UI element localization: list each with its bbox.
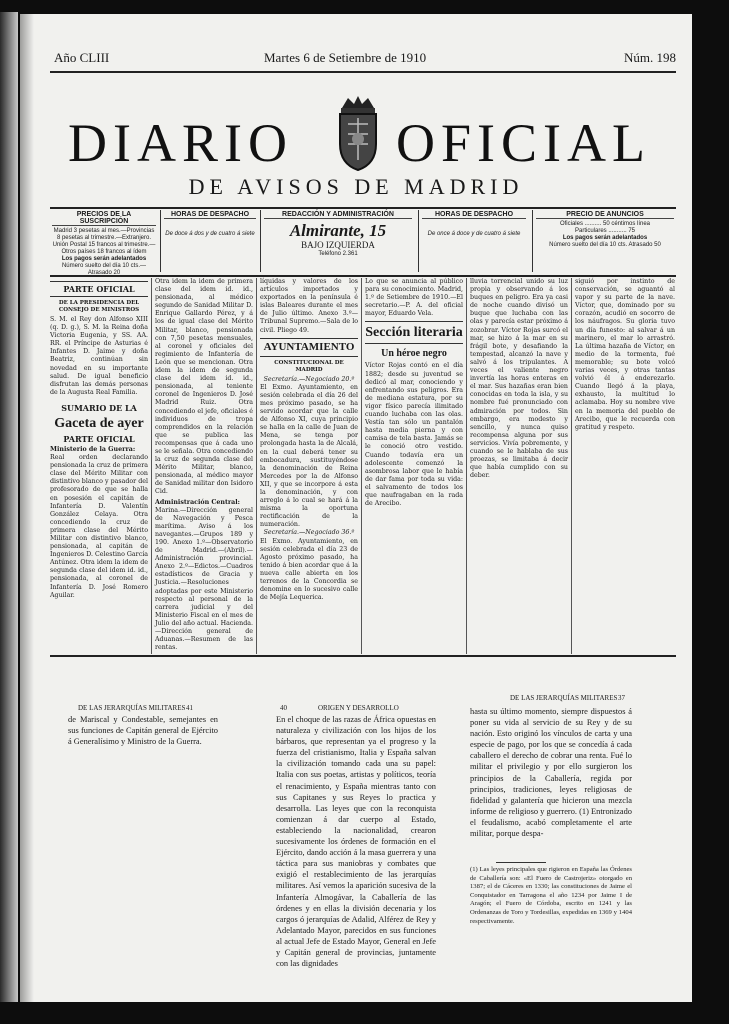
right-page-header: DE LAS JERARQUÍAS MILITARES — [510, 694, 618, 702]
administration-heading: REDACCIÓN Y ADMINISTRACIÓN — [264, 211, 412, 219]
column-divider — [256, 278, 257, 654]
council-intro: líquidas y valores de los artículos importados y exportados en la península é islas Baleares durante el mes de Julio último. Anexo 3.º—Tribunal Supremo.—Sala de lo civil. Pliego 49. — [260, 278, 358, 334]
left-page-number: 41 — [186, 704, 193, 712]
middle-page-body: En el choque de las razas de África opuestas en naturaleza y civilización con los hijos de los bárbaros, que representan ya el progreso y la fuerza del cristianismo, Italia y España salvan la civilización tomando cada una su papel: Italia con sus poetas, artistas y políticos, teoría el renacimiento, y España mientras tanto con sus Capitanes y sus Reyes lo practica y desarrolla. Las leyes que con la reconquista comienzan á dar cuerpo al Estado, estableciendo la nacionalidad, crearon sucesivamente los órdenes de formación en el Ejército, dando acción á la masa guerrera y una táctica para sus maniobras y combates que exigió el restablecimiento de las jerarquías militares. Así vemos la aparición sucesiva de la Infantería Almogávar, la Caballería de las órdenes y en ellas la división decenaria y los cargos ó jerarquías de Adalid, Alférez de Rey y Adelantado Mayor, parecidos en sus funciones al actual Jefe de Estado Mayor, General en Jefe y Capitán general de provincias, juntamente con las dignidades — [276, 715, 436, 969]
council-section-2: Secretaría.—Negociado 36.º — [263, 529, 355, 537]
middle-page-number: 40 — [280, 704, 287, 712]
story-body: Víctor Rojas contó en el día 1882; desde su juventud se dedicó al mar, conociendo y enfrentando sus peligros. Era de mediana estatura, por su vigor físico parecía ilimitado cuando luchaba con las olas. Vestía tan sólo un pantalón hasta media pierna y con camisa de tela basta. Jamás se le conoció otro vestido. Cuando todavía era un adolescente comenzó la asombrosa labor que le había de dar fama por toda su vida: el salvamento de todos los que naufragaban en la rada de Arecibo. — [365, 362, 463, 508]
literary-intro: Lo que se anuncia al público para su conocimiento. Madrid, 1.º de Setiembre de 1910.—El secretario.—P. A. del oficial mayor, Eduardo Vela. — [365, 278, 463, 318]
admin-central-body: Marina.—Dirección general de Navegación y Pesca marítima. Aviso á los navegantes.—Grupos 189 y 190. Anexo 1.º—Observatorio de Madrid.—(Abril).—Administración provincial. Anexo 2.º—Edictos.—Cuadros estadísticos de Gracia y Justicia.—Resoluciones adoptadas por este Ministerio respecto al personal de la carrera judicial y del Ministerio Fiscal en el mes de Julio del año actual. Hacienda.—Dirección general de Aduanas.—Resumen de las rentas. — [155, 506, 253, 652]
issue-number: Núm. 198 — [624, 50, 676, 65]
subscription-line-1: Madrid 3 pesetas al mes.—Provincias 8 pesetas al trimestre.—Extranjero. Unión Postal 15 francos al trimestre.—Otros países 18 francos al ídem — [52, 228, 156, 255]
administration-phone: Teléfono 2.361 — [318, 251, 358, 257]
masthead-title-left: DIARIO — [68, 113, 293, 173]
story-title: Un héroe negro — [381, 348, 447, 360]
story-continued-body: lluvia torrencial unido su luz propia y observando á los buques en peligro. Era ya casi de noche cuando divisó un buque que luchaba con las olas y parecía estar próximo á zozobrar. Víctor Rojas surcó el mar, se hizo á la mar en su frágil bote, y desafiando la tempestad, alcanzó la nave y salvó á los tripulantes. A veces el valiente negro invertía las horas enteras en el mar. Sus hazañas eran bien conocidas en toda la isla, y su nombre fué pronunciado con admiración por todos. Sin embargo, era modesto y sencillo, y nunca quiso recompensa alguna por sus servicios. Vivía pobremente, y cuando se le hablaba de sus proezas, se limitaba á decir que había cumplido con su deber. — [470, 278, 568, 480]
ministry-body: Real orden declarando pensionada la cruz de primera clase del Mérito Militar con distintivo blanco y pasador del profesorado de que se halla en posesión el capitán de Infantería D. Valentín González Celaya. Otra concediendo la cruz de primera clase del Mérito Militar con distintivo blanco, pensionada, al capitán de Ingenieros D. Celestino García Antúnez. Otra idem la idem de segunda clase del idem id. id., pensionada, al coronel de Infantería D. José Romero Aguilar. — [50, 454, 148, 599]
ads-heading: PRECIO DE ANUNCIOS — [536, 211, 674, 219]
office-hours-left-heading: HORAS DE DESPACHO — [164, 211, 256, 219]
ads-line-2: Particulares ........... 75 — [574, 228, 636, 234]
info-divider — [418, 210, 419, 272]
info-divider — [260, 210, 261, 272]
official-subheading: DE LA PRESIDENCIA DEL CONSEJO DE MINISTROS — [58, 300, 140, 313]
official-heading: PARTE OFICIAL — [50, 281, 148, 297]
council-body-2: El Exmo. Ayuntamiento, en sesión celebrada el día 23 de Agosto próximo pasado, ha tenido á bien acordar que á la nueva calle abierta en los terrenos de la Concordia se denomine en lo sucesivo calle de Mejía Lequerica. — [260, 537, 358, 602]
ads-line-1: Oficiales .......... 50 céntimos línea — [559, 221, 651, 227]
right-page-footnote: (1) Las leyes principales que rigieron en España las Órdenes de Caballería son: «El Fuero de Castrojeriz» otorgado en 1387; el de Cáceres en 1330; las constituciones de Jaime el Conquistador en Tarragona el año 1234 por Jaime I de Aragón; el Fuero de Córdoba, escrito en 1241 y las Ordenanzas de Toro y Tordesillas, expedidas en 1369 y 1404 respectivamente. — [470, 866, 632, 925]
info-divider — [160, 210, 161, 272]
year-label: Año CLIII — [54, 50, 110, 65]
dateline-rule — [50, 71, 676, 73]
date-label: Martes 6 de Setiembre de 1910 — [264, 50, 427, 65]
column-city-council — [260, 278, 358, 652]
council-body-1: El Exmo. Ayuntamiento, en sesión celebrada el día 26 del mes próximo pasado, se ha servido acordar que la calle de Alfonso XI, cuya principio se halla en la calle de Juan de Mena, se tenga por prolongada hasta la de Alcalá, en la cual deberá tener su embocadura, sustituyéndose la denominación de Reina Mercedes por la de Alfonso XII, y que se incorpore á esta la denominación, y con arreglo á lo cual se hará á la misma la oportuna rectificación de la numeración. — [260, 383, 358, 529]
administration-street: Almirante, 15 — [289, 221, 387, 240]
admin-central-heading: Administración Central: — [155, 498, 240, 506]
dateline — [50, 50, 676, 70]
footnote-rule — [496, 862, 546, 863]
council-heading: AYUNTAMIENTO — [260, 338, 358, 357]
column-official — [50, 278, 148, 652]
right-page-body: hasta su último momento, siempre dispuestos á poner su vida al servicio de su Rey y de su nación. Esto originó los vínculos de carta y una especie de pago, por los que se concedía á cada caballero el derecho de cobrar una renta. Fué lo militar el privilegio y por ello surgieron los principios de la Caballería, regida por principios, tradiciones, leyes religiosas de fidelidad y galantería que hicieron una mezcla informe de religioso y guerrero. (1) Entronizado el feudalismo, acabó completamente el arte militar, porque despa- — [470, 707, 632, 839]
office-hours-right-heading: HORAS DE DESPACHO — [422, 211, 526, 219]
office-hours-left-text: De doce á dos y de cuatro á siete — [165, 231, 255, 237]
administration-floor: BAJO IZQUIERDA — [301, 240, 375, 250]
middle-page-header: ORIGEN Y DESARROLLO — [318, 704, 399, 712]
summary-heading: SUMARIO DE LA — [61, 402, 137, 413]
column-divider — [466, 278, 467, 654]
left-page-header: DE LAS JERARQUÍAS MILITARES — [78, 704, 186, 712]
office-hours-right-box — [422, 211, 526, 271]
subscription-box — [52, 211, 156, 276]
story-end-body: siguió por instinto de conservación, se aguantó al vapor y su parte de la nave. Víctor, que, dominado por su corazón, acudió en socorro de los náufragos. Su gloria tuvo un día funesto: al salvar á un marinero, el mar lo arrastró. La última hazaña de Víctor, en medio de la tormenta, fué memorable; su bote volcó varias veces, y otras tantas volvió él á enderezarlo. Cuando llegó á la playa, exhausto, la multitud lo aclamaba. Hoy su nombre vive en la memoria del pueblo de Arecibo, que le recuerda con gratitud y respeto. — [575, 278, 675, 431]
gazette-subheading: PARTE OFICIAL — [63, 433, 135, 444]
literary-heading: Sección literaria — [365, 321, 463, 344]
subscription-heading: PRECIOS DE LA SUSCRIPCIÓN — [52, 211, 156, 226]
column-story-end — [575, 278, 675, 652]
official-body: S. M. el Rey don Alfonso XIII (q. D. g.), S. M. la Reina doña Victoria Eugenia, y SS. AA. RR. el Príncipe de Asturias é Infantes D. Jaime y doña Beatriz, continúan sin novedad en su importante salud. De igual beneficio disfrutan las demás personas de la Augusta Real Familia. — [50, 316, 148, 396]
page-bottom-rule — [50, 655, 676, 657]
column-divider — [151, 278, 152, 654]
gazette-continued-body: Otra idem la idem de primera clase del idem id. id., pensionada, al médico segundo de Sanidad Militar D. Enrique Gallardo Pérez, y á los de igual clase del Mérito Militar, blanco, pensionada con 7,50 pesetas mensuales, al coronel y oficiales del regimiento de Infantería de León que se mencionan. Otra idem la idem de segunda clase del idem id. id., pensionada, al teniente coronel de Ingenieros D. José Madrid Ruiz. Otra concediendo el jefe, oficiales é individuos de tropa comprendidos en la relación que se publica las recompensas que á cada uno se le señala. Otra concediendo la cruz de segunda clase del Mérito Militar, blanco, pensionada, al médico mayor de Sanidad militar don Isidoro Cid. — [155, 278, 253, 496]
ministry-label: Ministerio de la Guerra: — [50, 445, 136, 453]
masthead-subtitle: DE AVISOS DE MADRID — [188, 174, 524, 199]
info-divider — [532, 210, 533, 272]
ads-line-4: Número suelto del día 10 cts. Atrasado 50 — [549, 242, 661, 248]
masthead-title-right: OFICIAL — [396, 113, 651, 173]
column-literary — [365, 278, 463, 652]
info-bar — [50, 207, 676, 277]
ads-line-3: Los pagos serán adelantados — [562, 235, 648, 241]
newspaper-page — [20, 14, 692, 1002]
administration-box — [264, 211, 412, 271]
council-section-1: Secretaría.—Negociado 20.º — [263, 375, 355, 383]
ads-box — [536, 211, 674, 271]
book-spine-edge — [0, 12, 18, 1002]
masthead — [60, 102, 662, 182]
subscription-line-3: Número suelto del día 10 cts.—Atrasado 20 — [61, 263, 147, 276]
council-subheading: CONSTITUCIONAL DE MADRID — [274, 359, 344, 373]
office-hours-right-text: De once á doce y de cuatro á siete — [427, 231, 521, 237]
gazette-title: Gaceta de ayer — [54, 415, 144, 431]
column-gazette-continued — [155, 278, 253, 652]
left-page-body: de Mariscal y Condestable, semejantes en sus funciones de Capitán general de Ejército á Generalísimo y Ministro de la Guerra. — [68, 715, 218, 747]
front-page-columns — [50, 278, 676, 656]
column-story-continued — [470, 278, 568, 652]
column-divider — [361, 278, 362, 654]
column-divider — [571, 278, 572, 654]
subscription-line-2: Los pagos serán adelantados — [61, 256, 147, 262]
office-hours-left-box — [164, 211, 256, 271]
madrid-crest-icon — [328, 94, 388, 174]
right-page-number: 37 — [618, 694, 625, 702]
